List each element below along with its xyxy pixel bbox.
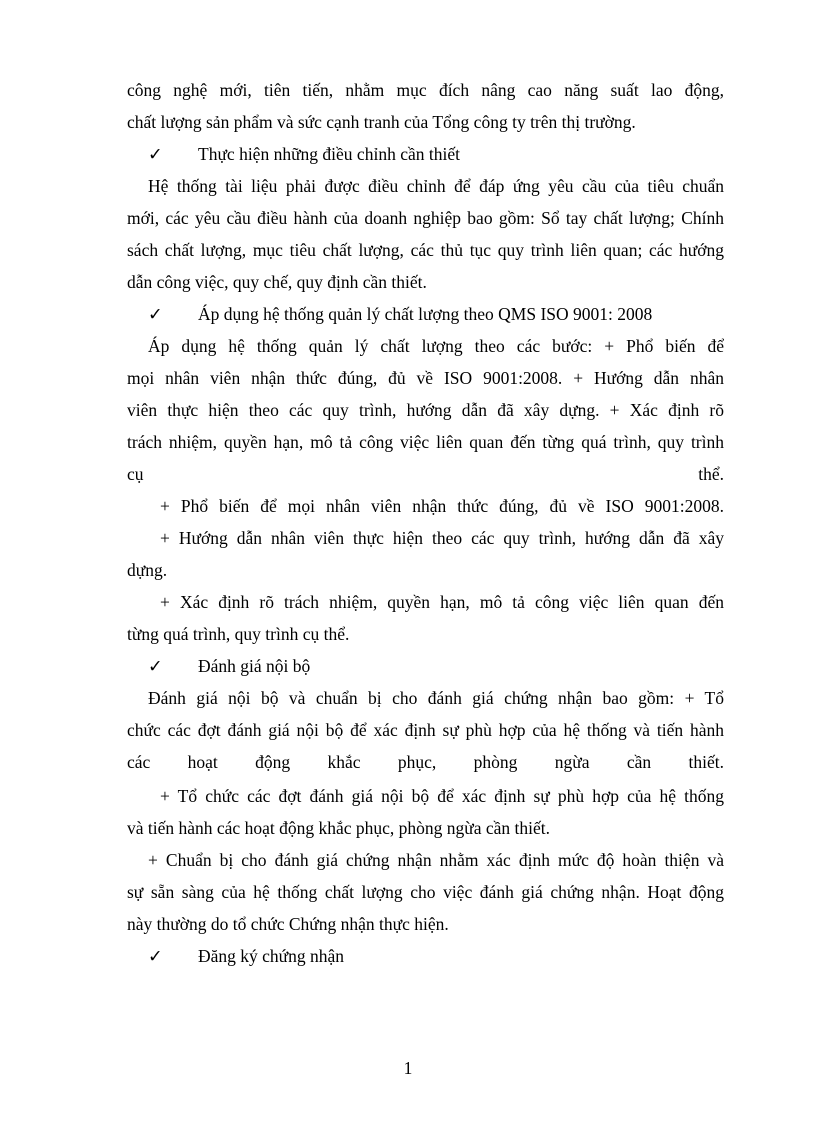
- paragraph-line: cụ: [127, 464, 144, 484]
- paragraph-line: chất lượng sản phẩm và sức cạnh tranh của Tổng công ty trên thị trường.: [127, 112, 636, 132]
- bullet-text: Đăng ký chứng nhận: [198, 946, 345, 966]
- paragraph-line: công nghệ mới, tiên tiến, nhằm mục đích nâng cao năng suất lao động,: [127, 80, 724, 100]
- paragraph-line: dẫn công việc, quy chế, quy định cần thiết.: [127, 272, 427, 292]
- paragraph-line: Áp dụng hệ thống quản lý chất lượng theo các bước: + Phổ biến để: [148, 336, 724, 356]
- checkmark-icon: ✓: [148, 946, 163, 966]
- paragraph-line: mới, các yêu cầu điều hành của doanh nghiệp bao gồm: Sổ tay chất lượng; Chính: [127, 208, 724, 228]
- paragraph-line: viên thực hiện theo các quy trình, hướng dẫn đã xây dựng. + Xác định rõ: [127, 400, 724, 420]
- bullet-item: [148, 944, 344, 968]
- bullet-item: [148, 654, 310, 678]
- paragraph-line: + Phổ biến để mọi nhân viên nhận thức đúng, đủ về ISO 9001:2008.: [160, 496, 724, 516]
- bullet-text: Áp dụng hệ thống quản lý chất lượng theo QMS ISO 9001: 2008: [198, 304, 653, 324]
- paragraph-line: + Tổ chức các đợt đánh giá nội bộ để xác định sự phù hợp của hệ thống: [160, 786, 724, 806]
- paragraph-line: thể.: [698, 464, 724, 484]
- paragraph-line: mọi nhân viên nhận thức đúng, đủ về ISO 9001:2008. + Hướng dẫn nhân: [127, 368, 724, 388]
- paragraph-line: dựng.: [127, 560, 168, 580]
- paragraph-line: sách chất lượng, mục tiêu chất lượng, các thủ tục quy trình liên quan; các hướng: [127, 240, 724, 260]
- bullet-text: Thực hiện những điều chỉnh cần thiết: [198, 144, 460, 164]
- paragraph-line: + Hướng dẫn nhân viên thực hiện theo các quy trình, hướng dẫn đã xây: [160, 528, 724, 548]
- paragraph-line: các hoạt động khắc phục, phòng ngừa cần thiết.: [127, 752, 724, 772]
- bullet-item: [148, 302, 652, 326]
- paragraph-line: sự sẵn sàng của hệ thống chất lượng cho việc đánh giá chứng nhận. Hoạt động: [127, 882, 724, 902]
- checkmark-icon: ✓: [148, 656, 163, 676]
- paragraph-line: từng quá trình, quy trình cụ thể.: [127, 624, 350, 644]
- checkmark-icon: ✓: [148, 144, 163, 164]
- paragraph-line: Hệ thống tài liệu phải được điều chỉnh để đáp ứng yêu cầu của tiêu chuẩn: [148, 176, 724, 196]
- paragraph-line: Đánh giá nội bộ và chuẩn bị cho đánh giá chứng nhận bao gồm: + Tổ: [148, 688, 724, 708]
- paragraph-line: chức các đợt đánh giá nội bộ để xác định sự phù hợp của hệ thống và tiến hành: [127, 720, 724, 740]
- bullet-item: [148, 142, 460, 166]
- paragraph-line: trách nhiệm, quyền hạn, mô tả công việc liên quan đến từng quá trình, quy trình: [127, 432, 724, 452]
- checkmark-icon: ✓: [148, 304, 163, 324]
- paragraph-line: + Chuẩn bị cho đánh giá chứng nhận nhằm xác định mức độ hoàn thiện và: [148, 850, 724, 870]
- paragraph-line: này thường do tổ chức Chứng nhận thực hiện.: [127, 914, 449, 934]
- page-number: 1: [403, 1058, 413, 1078]
- bullet-text: Đánh giá nội bộ: [198, 656, 311, 676]
- paragraph-line: + Xác định rõ trách nhiệm, quyền hạn, mô tả công việc liên quan đến: [160, 592, 724, 612]
- paragraph-line: và tiến hành các hoạt động khắc phục, phòng ngừa cần thiết.: [127, 818, 551, 838]
